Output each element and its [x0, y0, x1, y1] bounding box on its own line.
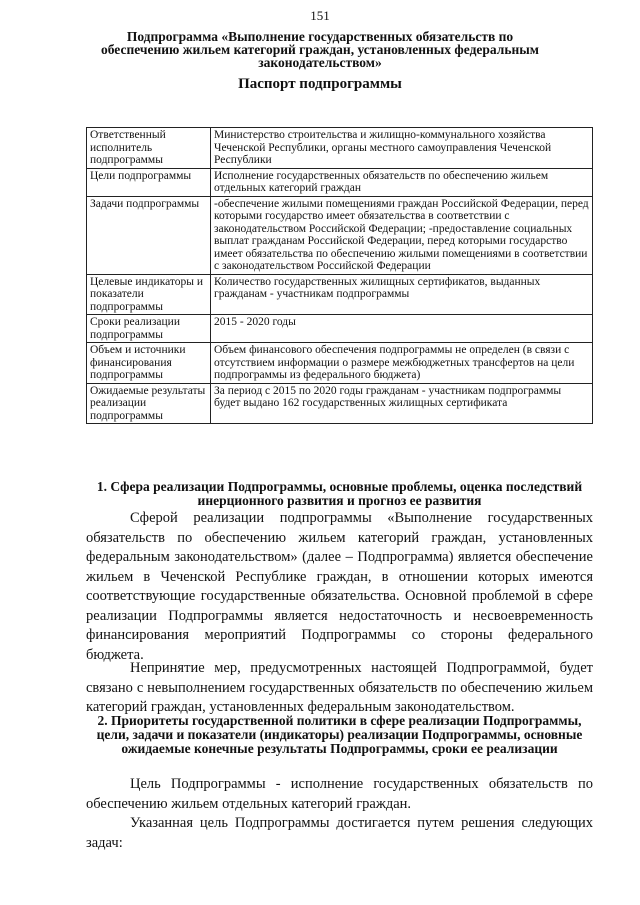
passport-key: Целевые индикаторы и показатели подпрограммы [87, 274, 211, 315]
passport-subtitle: Паспорт подпрограммы [238, 76, 402, 92]
table-row [87, 274, 593, 315]
passport-value: Количество государственных жилищных сертификатов, выданных гражданам - участникам подпрограммы [211, 274, 593, 315]
passport-key: Задачи подпрограммы [87, 196, 211, 274]
table-row [87, 315, 593, 343]
passport-key: Цели подпрограммы [87, 168, 211, 196]
passport-key: Сроки реализации подпрограммы [87, 315, 211, 343]
section-2-paragraph-2: Указанная цель Подпрограммы достигается путем решения следующих задач: [86, 815, 593, 851]
page-number: 151 [310, 8, 330, 23]
passport-value: За период с 2015 по 2020 годы гражданам - участникам подпрограммы будет выдано 162 государственных жилищных сертификата [211, 383, 593, 424]
table-row [87, 196, 593, 274]
section-1-paragraph-2: Непринятие мер, предусмотренных настоящей Подпрограммой, будет связано с невыполнением государственных обязательств по обеспечению жильем категорий граждан, установленных федеральным законодательством. [86, 660, 593, 715]
passport-key: Ответственный исполнитель подпрограммы [87, 128, 211, 169]
table-row [87, 128, 593, 169]
section-1-heading: 1. Сфера реализации Подпрограммы, основные проблемы, оценка последствий инерционного развития и прогноз ее развития [96, 479, 583, 508]
passport-value: Объем финансового обеспечения подпрограммы не определен (в связи с отсутствием информации о размере межбюджетных трансфертов на цели подпрограммы из федерального бюджета) [211, 343, 593, 384]
passport-key: Ожидаемые результаты реализации подпрограммы [87, 383, 211, 424]
passport-key: Объем и источники финансирования подпрограммы [87, 343, 211, 384]
section-2-heading: 2. Приоритеты государственной политики в сфере реализации Подпрограммы, цели, задачи и показатели (индикаторы) реализации Подпрограммы, основные ожидаемые конечные результаты Подпрограммы, сроки ее реализации [96, 713, 583, 756]
passport-table [86, 127, 593, 424]
document-title: Подпрограмма «Выполнение государственных обязательств по обеспечению жильем категорий граждан, установленных федеральным законодательством» [100, 29, 539, 70]
passport-value: Исполнение государственных обязательств по обеспечению жильем отдельных категорий граждан [211, 168, 593, 196]
passport-value: -обеспечение жилыми помещениями граждан Российской Федерации, перед которыми государство имеет обязательства в соответствии с законодательством Российской Федерации; -предоставление социальных выплат гражданам Российской Федерации, перед которыми государство имеет обязательства по обеспечению жилыми помещениями в соответствии с законодательством Российской Федерации [211, 196, 593, 274]
table-row [87, 168, 593, 196]
passport-value: 2015 - 2020 годы [211, 315, 593, 343]
section-2-paragraph-1: Цель Подпрограммы - исполнение государственных обязательств по обеспечению жильем отдельных категорий граждан. [86, 776, 593, 812]
passport-value: Министерство строительства и жилищно-коммунального хозяйства Чеченской Республики, органы местного самоуправления Чеченской Республики [211, 128, 593, 169]
section-1-paragraph-1: Сферой реализации подпрограммы «Выполнение государственных обязательств по обеспечению жильем категорий граждан, установленных федеральным законодательством» (далее – Подпрограмма) является обеспечение жильем в Чеченской Республике граждан, в отношении которых имеются соответствующие государственные обязательства. Основной проблемой в сфере реализации Подпрограммы является недостаточность и несвоевременность финансирования мероприятий Подпрограммы со стороны федерального бюджета. [86, 510, 593, 663]
table-row [87, 343, 593, 384]
table-row [87, 383, 593, 424]
